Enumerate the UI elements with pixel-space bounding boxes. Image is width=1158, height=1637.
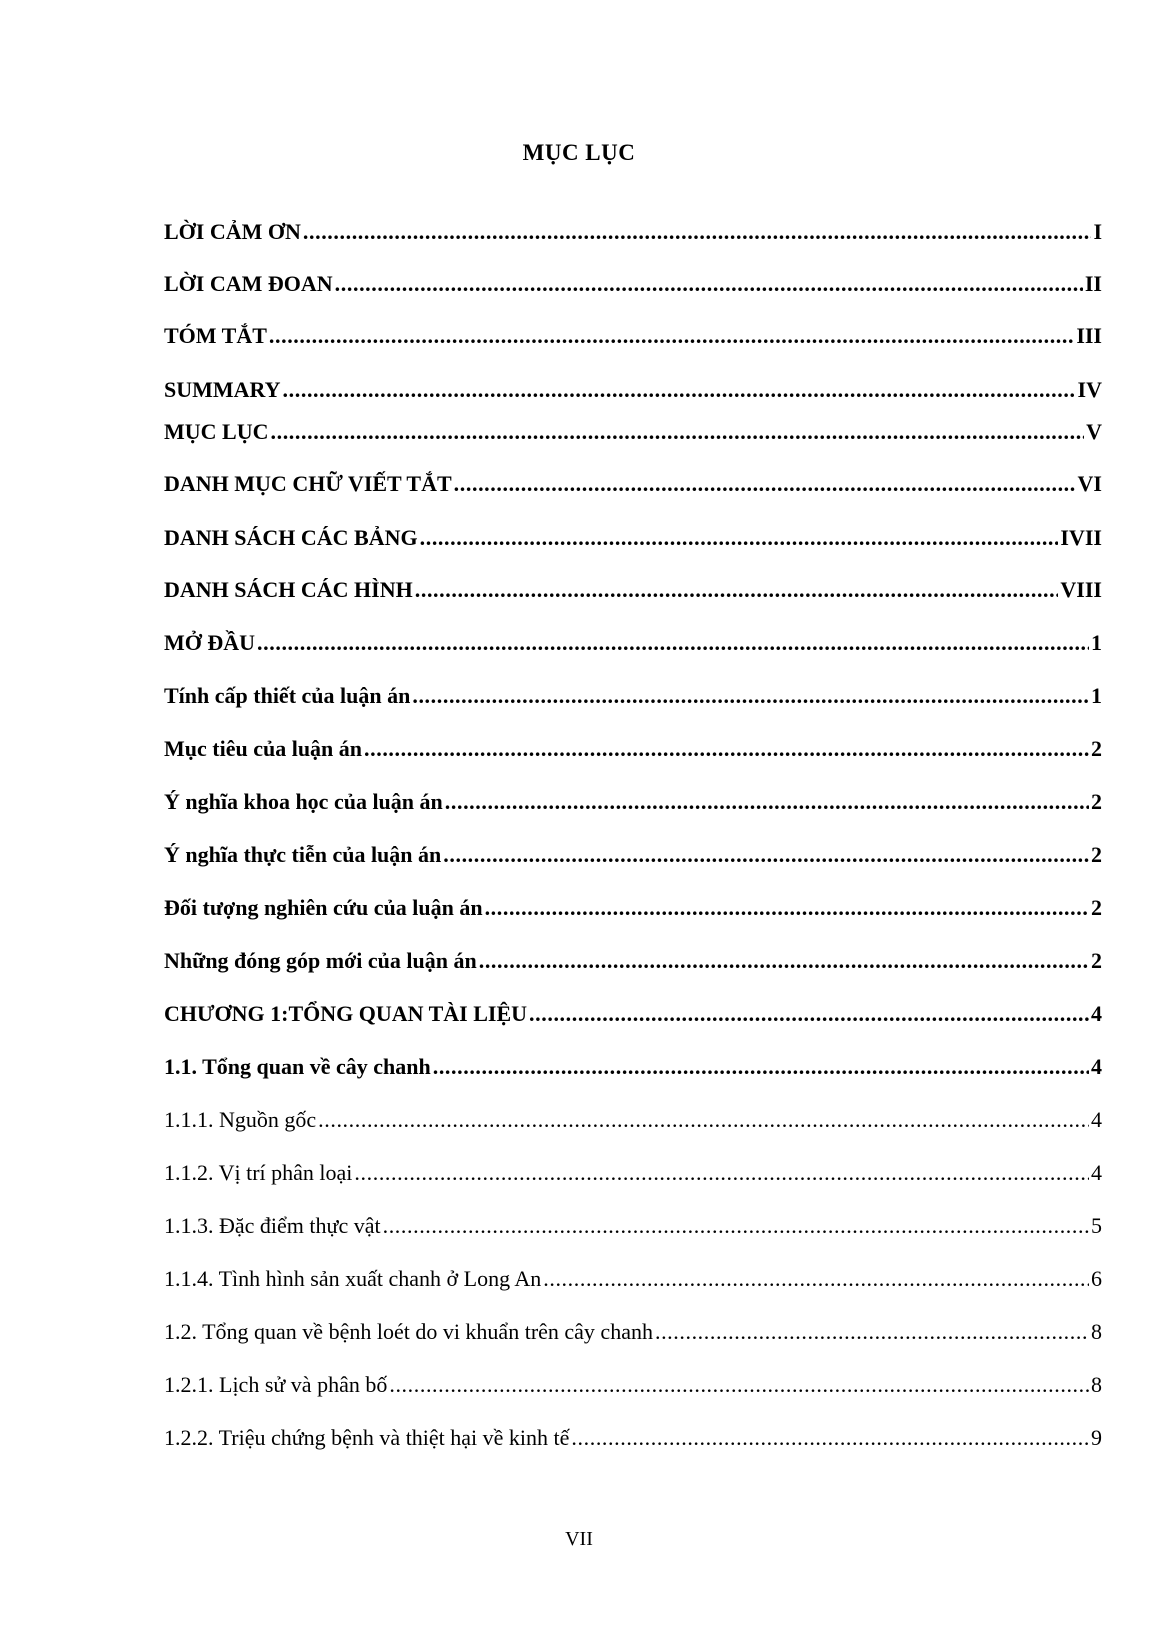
toc-dot-leader [443,841,1089,869]
toc-dot-leader [389,1371,1089,1399]
toc-entry-page: 6 [1091,1266,1102,1291]
toc-entry-page: V [1086,419,1102,444]
toc-entry [164,520,1102,552]
toc-entry [164,625,1102,657]
toc-entry [164,266,1102,298]
toc-dot-leader [269,322,1074,350]
toc-entry [164,731,1102,763]
toc-entry-label: TÓM TẮT [164,323,267,348]
toc-entry-page: 5 [1091,1213,1102,1238]
toc-entry-page: I [1093,219,1102,244]
toc-entry-label: DANH SÁCH CÁC HÌNH [164,577,413,602]
toc-entry-label: SUMMARY [164,377,281,402]
toc-entry-page: VIII [1060,577,1102,602]
toc-entry-page: 8 [1091,1319,1102,1344]
toc-entry-label: MỞ ĐẦU [164,630,256,655]
toc-entry [164,784,1102,816]
toc-entry-label: 1.2. Tổng quan về bệnh loét do vi khuẩn trên cây chanh [164,1319,653,1344]
page-number-footer: VII [565,1528,593,1550]
toc-entry [164,1155,1102,1187]
toc-entry-label: 1.2.2. Triệu chứng bệnh và thiệt hại về kinh tế [164,1425,570,1450]
toc-entry-page: 4 [1091,1107,1102,1132]
toc-entry-page: 2 [1091,895,1102,920]
toc-entry-label: DANH SÁCH CÁC BẢNG [164,525,418,550]
toc-dot-leader [354,1159,1089,1187]
toc-dot-leader [529,1000,1089,1028]
toc-entry [164,572,1102,604]
toc-entry-page: 4 [1091,1001,1102,1026]
toc-entry-label: CHƯƠNG 1:TỔNG QUAN TÀI LIỆU [164,1001,528,1026]
toc-entry-label: Ý nghĩa thực tiễn của luận án [164,842,442,867]
toc-entry-page: III [1076,323,1102,348]
toc-entry [164,890,1102,922]
toc-entry [164,466,1102,498]
toc-dot-leader [383,1212,1089,1240]
toc-entry [164,214,1102,246]
toc-entry-page: 2 [1091,842,1102,867]
toc-entry-label: Mục tiêu của luận án [164,736,363,761]
toc-entry-page: IVII [1060,525,1102,550]
toc-entry [164,1314,1102,1346]
page-title: MỤC LỤC [522,140,636,165]
toc-entry-label: 1.1.4. Tình hình sản xuất chanh ở Long An [164,1266,542,1291]
toc-entry-label: Những đóng góp mới của luận án [164,948,477,973]
toc-dot-leader [415,576,1059,604]
toc-entry [164,1261,1102,1293]
toc-entry [164,1102,1102,1134]
toc-dot-leader [318,1106,1089,1134]
toc-entry-label: MỤC LỤC [164,419,269,444]
toc-entry-page: 4 [1091,1054,1102,1079]
toc-dot-leader [420,524,1059,552]
toc-entry [164,837,1102,869]
toc-entry-page: 2 [1091,789,1102,814]
toc-dot-leader [433,1053,1089,1081]
toc-entry [164,996,1102,1028]
toc-entry-label: 1.1.3. Đặc điểm thực vật [164,1213,381,1238]
toc-entry-page: 1 [1091,630,1102,655]
toc-entry-label: Ý nghĩa khoa học của luận án [164,789,443,814]
toc-entry [164,414,1102,446]
toc-entry-page: 2 [1091,736,1102,761]
toc-entry-page: VI [1077,471,1102,496]
toc-entry-page: 8 [1091,1372,1102,1397]
toc-entry [164,678,1102,710]
toc-entry-page: 1 [1091,683,1102,708]
toc-entry [164,1208,1102,1240]
toc-entry [164,943,1102,975]
toc-entry-label: 1.1.1. Nguồn gốc [164,1107,317,1132]
toc-dot-leader [412,682,1089,710]
toc-entry-page: 9 [1091,1425,1102,1450]
toc-entry-page: IV [1077,377,1102,402]
toc-dot-leader [445,788,1089,816]
toc-entry [164,1420,1102,1452]
toc-entry [164,1367,1102,1399]
toc-entry [164,1049,1102,1081]
toc-dot-leader [283,376,1076,404]
toc-dot-leader [485,894,1089,922]
toc-entry-page: 2 [1091,948,1102,973]
toc-entry-label: 1.2.1. Lịch sử và phân bố [164,1372,388,1397]
toc-entry-label: 1.1. Tổng quan về cây chanh [164,1054,431,1079]
toc-entry-page: 4 [1091,1160,1102,1185]
toc-dot-leader [543,1265,1089,1293]
toc-dot-leader [257,629,1089,657]
toc-dot-leader [454,470,1076,498]
toc-entry-label: 1.1.2. Vị trí phân loại [164,1160,353,1185]
toc-entry-label: LỜI CẢM ƠN [164,219,301,244]
toc-entry-label: Tính cấp thiết của luận án [164,683,411,708]
toc-entry-label: DANH MỤC CHỮ VIẾT TẮT [164,471,452,496]
toc-entry-page: II [1084,271,1102,296]
toc-dot-leader [303,218,1092,246]
toc-dot-leader [571,1424,1089,1452]
toc-dot-leader [271,418,1085,446]
toc-dot-leader [335,270,1083,298]
toc-entry [164,318,1102,350]
toc-dot-leader [364,735,1089,763]
toc-entry [164,372,1102,404]
toc-dot-leader [479,947,1089,975]
toc-entry-label: LỜI CAM ĐOAN [164,271,333,296]
toc-dot-leader [655,1318,1089,1346]
toc-entry-label: Đối tượng nghiên cứu của luận án [164,895,483,920]
